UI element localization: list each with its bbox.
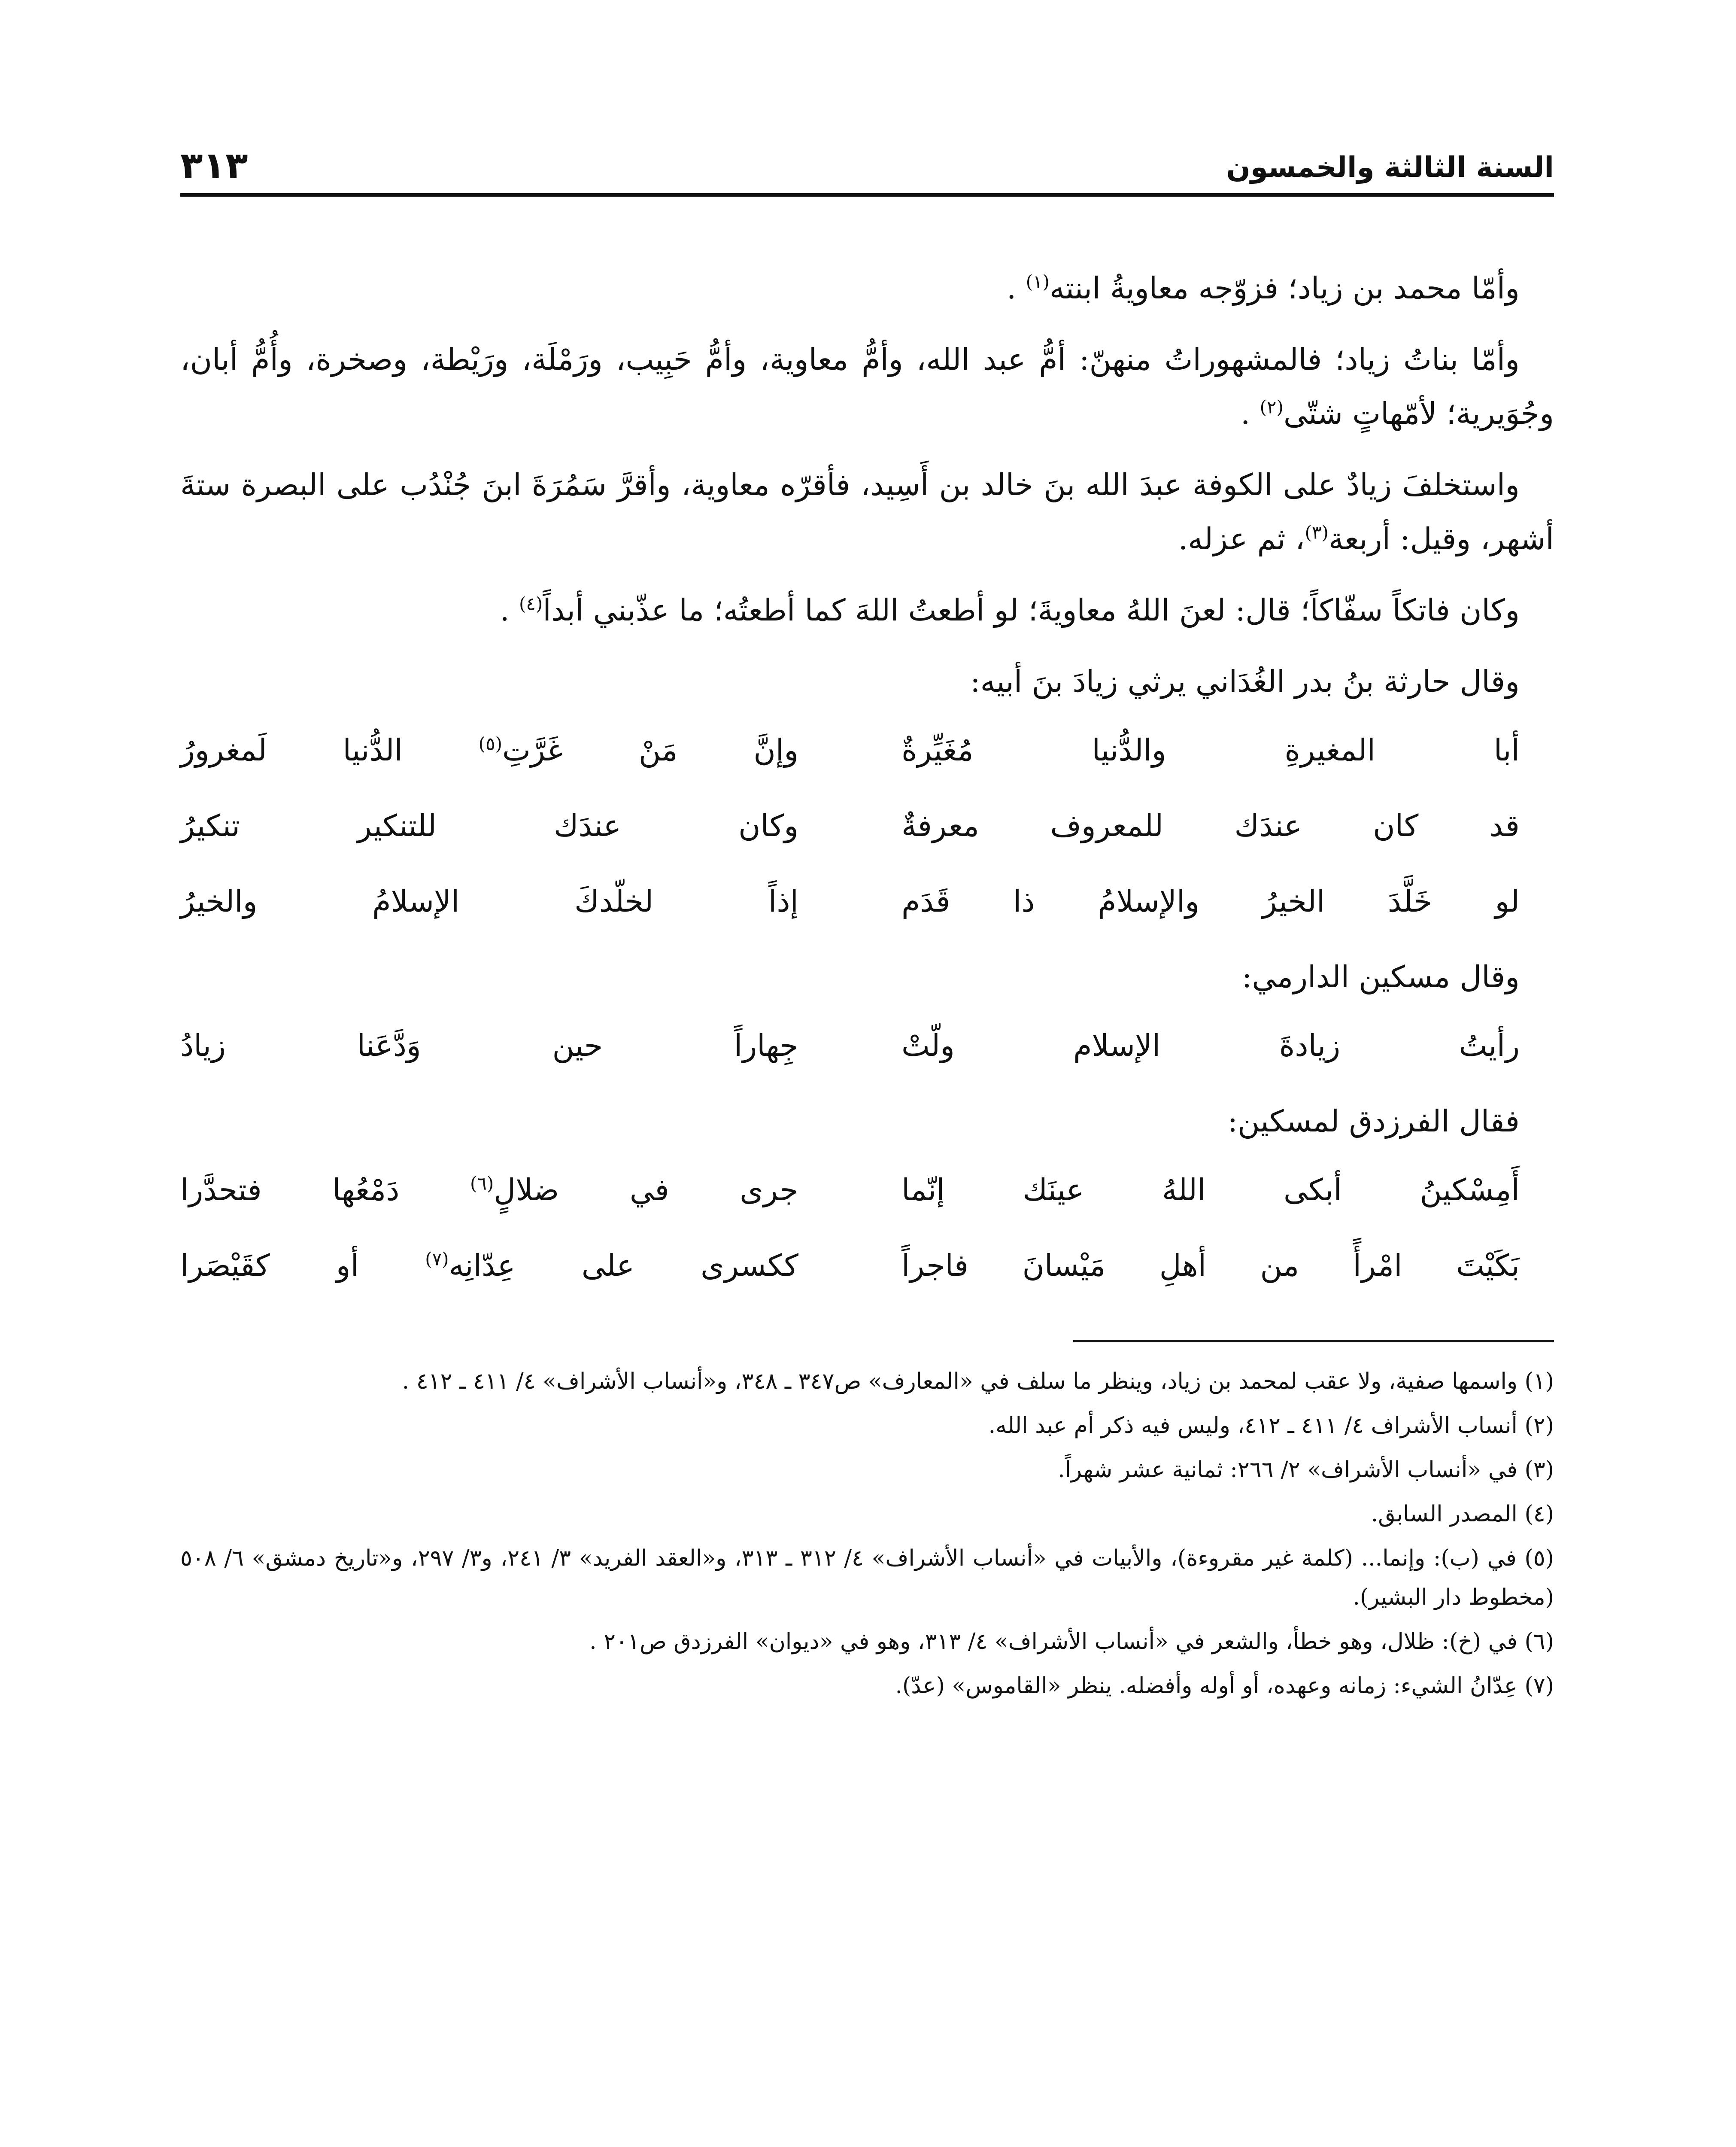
- hemistich-first: أَمِسْكينُ أبكى اللهُ عينَك إنّما: [901, 1172, 1520, 1207]
- hemistich-second: ككسرى على عِدّانِه$^{(٧)}$ أو كقَيْصَرا: [180, 1248, 798, 1283]
- hemistich-second: جِهاراً حين وَدَّعَنا زيادُ: [180, 1028, 798, 1063]
- footnote-marker: (٢): [1260, 396, 1284, 418]
- main-text: [180, 261, 1554, 1292]
- footnote: (٢) أنساب الأشراف ٤/ ٤١١ ـ ٤١٢، وليس فيه ذكر أم عبد الله.: [988, 1413, 1554, 1438]
- footnote: (٦) في (خ): ظلال، وهو خطأ، والشعر في «أنساب الأشراف» ٤/ ٣١٣، وهو في «ديوان» الفرزدق ص٢٠١ .: [589, 1629, 1554, 1654]
- poem-verse: [180, 723, 1554, 777]
- hemistich-first: رأيتُ زيادةَ الإسلام ولّتْ: [901, 1028, 1520, 1063]
- poem-verse: [180, 799, 1554, 853]
- hemistich-first: قد كان عندَك للمعروف معرفةٌ: [901, 808, 1520, 843]
- footnote: (٣) في «أنساب الأشراف» ٢/ ٢٦٦: ثمانية عشر شهراً.: [1058, 1457, 1554, 1483]
- poem-verse: [180, 1019, 1554, 1073]
- footnote-marker: (٥): [478, 733, 503, 754]
- footnote: (٥) في (ب): وإنما... (كلمة غير مقروءة)، والأبيات في «أنساب الأشراف» ٤/ ٣١٢ ـ ٣١٣، و«العقد الفريد» ٣/ ٢٤١، و٣/ ٢٩٧، و«تاريخ دمشق» ٦/ ٥٠٨ (مخطوط دار البشير).: [180, 1545, 1554, 1610]
- hemistich-second: وكان عندَك للتنكير تنكيرُ: [180, 808, 798, 843]
- verse-intro: وقال مسكين الدارمي:: [1241, 959, 1520, 994]
- paragraph: وأمّا بناتُ زياد؛ فالمشهوراتُ منهنّ: أمُّ عبد الله، وأمُّ معاوية، وأمُّ حَبِيب، ورَمْلَة، ورَيْطة، وصخرة، وأُمُّ أبان، وجُوَيرية؛ لأمّهاتٍ شتّى$^{(٢)}$ .: [180, 342, 1554, 431]
- footnote-marker: (٤): [519, 593, 543, 614]
- footnote: (٧) عِدّانُ الشيء: زمانه وعهده، أو أوله وأفضله. ينظر «القاموس» (عدّ).: [895, 1673, 1554, 1699]
- footnote: (١) واسمها صفية، ولا عقب لمحمد بن زياد، وينظر ما سلف في «المعارف» ص٣٤٧ ـ ٣٤٨، و«أنساب الأشراف» ٤/ ٤١١ ـ ٤١٢ .: [402, 1368, 1554, 1394]
- footnote-marker: (٣): [1305, 522, 1329, 543]
- footnote-marker: (٧): [425, 1248, 449, 1270]
- hemistich-second: إذاً لخلّدكَ الإسلامُ والخيرُ: [180, 884, 798, 919]
- paragraph: وكان فاتكاً سفّاكاً؛ قال: لعنَ اللهُ معاويةَ؛ لو أطعتُ اللهَ كما أطعتُه؛ ما عذّبني أبداً$^{(٤)}$ .: [500, 593, 1520, 628]
- footnote-marker: (٦): [470, 1173, 494, 1194]
- poem-verse: [180, 1163, 1554, 1217]
- book-page: [180, 129, 1554, 2147]
- hemistich-first: أبا المغيرةِ والدُّنيا مُغَيِّرةٌ: [901, 733, 1520, 768]
- verse-intro: فقال الفرزدق لمسكين:: [1227, 1104, 1520, 1139]
- page-header: [180, 129, 1554, 197]
- hemistich-first: بَكَيْتَ امْرأً من أهلِ مَيْسانَ فاجراً: [901, 1248, 1520, 1283]
- hemistich-second: جرى في ضلالٍ$^{(٦)}$ دَمْعُها فتحدَّرا: [180, 1172, 798, 1207]
- paragraph: وأمّا محمد بن زياد؛ فزوّجه معاويةُ ابنته$^{(١)}$ .: [1007, 271, 1520, 306]
- hemistich-second: وإنَّ مَنْ غَرَّتِ$^{(٥)}$ الدُّنيا لَمغرورُ: [180, 733, 798, 768]
- footnotes: [180, 1362, 1554, 1706]
- poem-verse: [180, 874, 1554, 928]
- footnote-marker: (١): [1026, 271, 1050, 292]
- footnote: (٤) المصدر السابق.: [1371, 1501, 1554, 1527]
- verse-intro: وقال حارثة بنُ بدر الغُدَاني يرثي زيادَ بنَ أبيه:: [970, 664, 1520, 699]
- footnote-separator: [1073, 1340, 1554, 1342]
- paragraph: واستخلفَ زيادٌ على الكوفة عبدَ الله بنَ خالد بن أَسِيد، فأقرّه معاوية، وأقرَّ سَمُرَةَ ابنَ جُنْدُب على البصرة ستةَ أشهر، وقيل: أربعة$^{(٣)}$، ثم عزله.: [180, 467, 1554, 557]
- hemistich-first: لو خَلَّدَ الخيرُ والإسلامُ ذا قَدَم: [901, 884, 1520, 919]
- running-title: السنة الثالثة والخمسون: [1226, 151, 1554, 184]
- poem-verse: [180, 1238, 1554, 1292]
- page-number: ٣١٣: [180, 144, 248, 187]
